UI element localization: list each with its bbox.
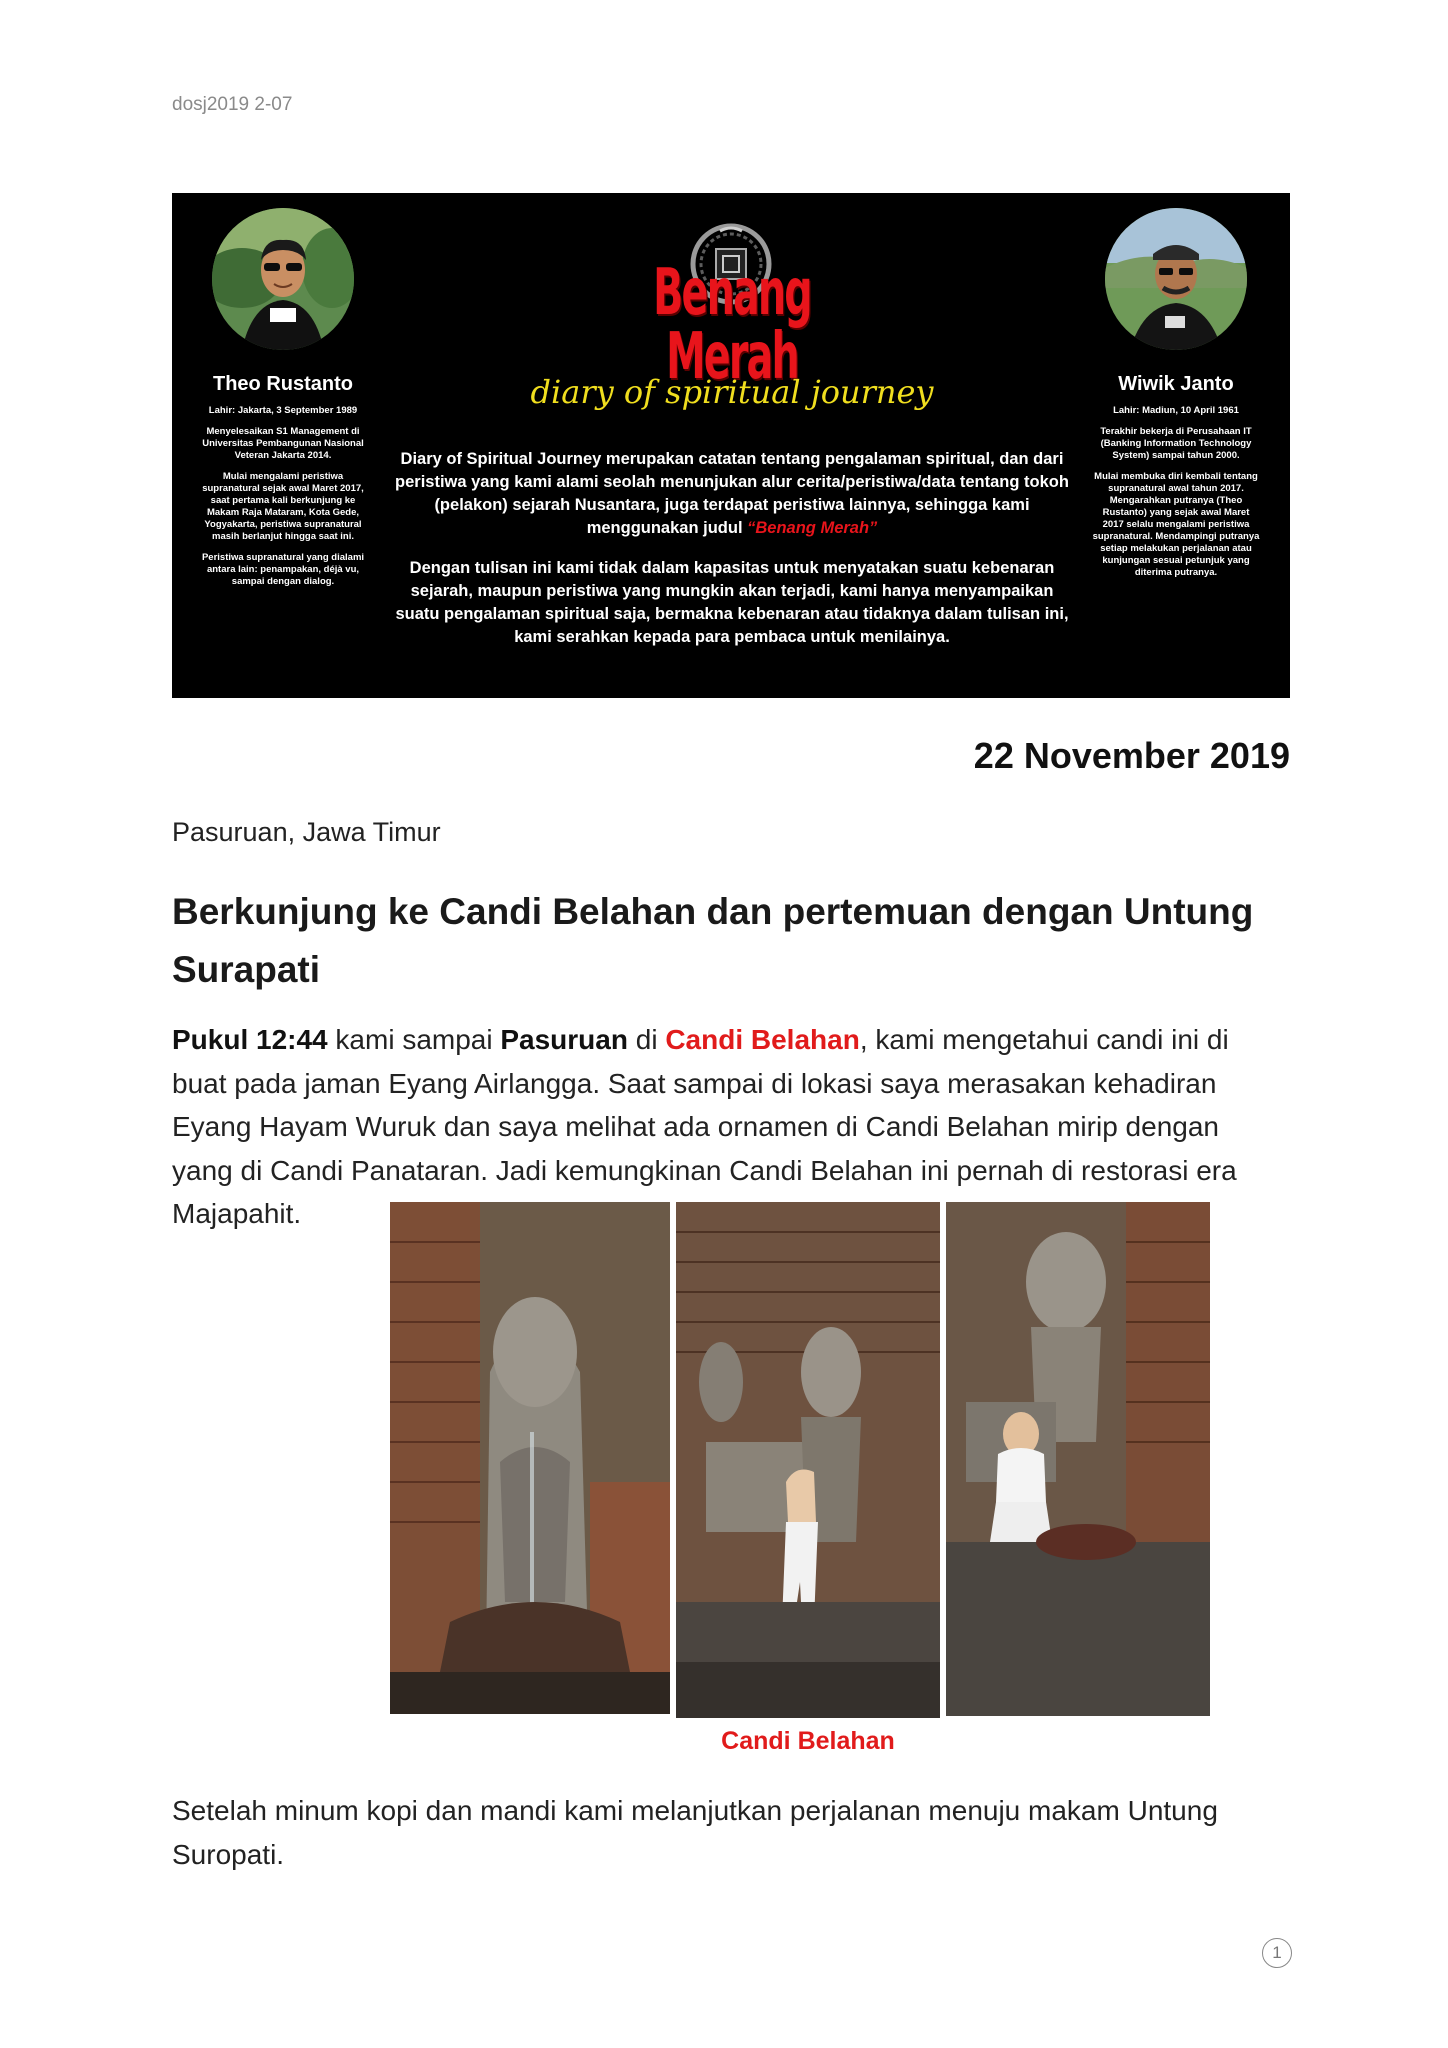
logo-text: Benang Merah (653, 256, 811, 394)
bio-right-line: Lahir: Madiun, 10 April 1961 (1113, 405, 1239, 416)
article-title: Berkunjung ke Candi Belahan dan pertemuan dengan Untung Surapati (172, 891, 1254, 990)
person-name-right: Wiwik Janto (1118, 373, 1234, 395)
bio-left-line: Menyelesaikan S1 Management di Universitas Pembangunan Nasional Veteran Jakarta 2014. (202, 426, 364, 461)
bio-left-line: Lahir: Jakarta, 3 September 1989 (208, 405, 358, 416)
text-run: di (627, 1024, 666, 1055)
article-date: 22 November 2019 (973, 735, 1290, 776)
intro-paragraph-1: Diary of Spiritual Journey merupakan catatan tentang pengalaman spiritual, dan dari peristiwa yang kami alami seolah menunjukan alur cerita/peristiwa/data tentang tokoh (pelakon) sejarah Nusantara, juga terdapat peristiwa lainnya, sehingga kami menggunakan judul (395, 450, 1069, 537)
bio-left-line: Peristiwa supranatural yang dialami antara lain: penampakan, déjà vu, sampai dengan dialog. (201, 552, 365, 587)
person-name-left: Theo Rustanto (213, 373, 353, 395)
avatar-theo-rustanto (212, 208, 354, 350)
photo-caption: Candi Belahan (721, 1727, 895, 1755)
place-name: Pasuruan (500, 1024, 628, 1055)
bio-right (1091, 405, 1261, 588)
bio-left-line: Mulai mengalami peristiwa supranatural sejak awal Maret 2017, saat pertama kali berkunjung ke Makam Raja Mataram, Kota Gede, Yogyakarta, peristiwa supranatural masih berlanjut hingga saat ini. (202, 471, 364, 542)
intro-highlight: “Benang Merah” (747, 519, 878, 537)
photo-bathing-1 (676, 1202, 940, 1718)
visit-time: Pukul 12:44 (172, 1024, 328, 1055)
intro-paragraph-2: Dengan tulisan ini kami tidak dalam kapasitas untuk menyatakan suatu kebenaran sejarah, maupun peristiwa yang mungkin akan terjadi, kami hanya menyampaikan suatu pengalaman spiritual saja, bermakna kebenaran atau tidaknya dalam tulisan ini, kami serahkan kepada para pembaca untuk menilainya. (395, 559, 1069, 646)
text-run: kami sampai (327, 1024, 501, 1055)
article-location: Pasuruan, Jawa Timur (172, 817, 441, 847)
photo-statue (390, 1202, 670, 1714)
article-paragraph-2: Setelah minum kopi dan mandi kami melanjutkan perjalanan menuju makam Untung Suropati. (172, 1795, 1218, 1870)
photo-bathing-2 (946, 1202, 1210, 1716)
bio-right-line: Mulai membuka diri kembali tentang supranatural awal tahun 2017. Mengarahkan putranya (Theo Rustanto) yang sejak awal Maret 2017 selalu mengalami peristiwa supranatural. Mendampingi putranya setiap melakukan perjalanan atau kunjungan sesuai petunjuk yang diterima putranya. (1092, 471, 1260, 578)
bio-right-line: Terakhir bekerja di Perusahaan IT (Banking Information Technology System) sampai tahun 2000. (1100, 426, 1252, 461)
tagline: diary of spiritual journey (530, 373, 934, 411)
bio-left (198, 405, 368, 597)
text-run: , kami mengetahui candi ini di buat pada jaman Eyang Airlangga. Saat sampai di lokasi saya merasakan kehadiran Eyang Hayam Wuruk dan saya melihat ada ornamen di Candi Belahan mirip dengan yang di Candi Panataran. Jadi kemungkinan Candi Belahan ini pernah di restorasi era Majapahit. (172, 1024, 1237, 1229)
header-banner (172, 193, 1290, 698)
document-id: dosj2019 2-07 (172, 94, 293, 115)
page-number: 1 (1262, 1938, 1292, 1968)
banner-intro (387, 448, 1077, 666)
site-name: Candi Belahan (665, 1024, 860, 1055)
avatar-wiwik-janto (1105, 208, 1247, 350)
